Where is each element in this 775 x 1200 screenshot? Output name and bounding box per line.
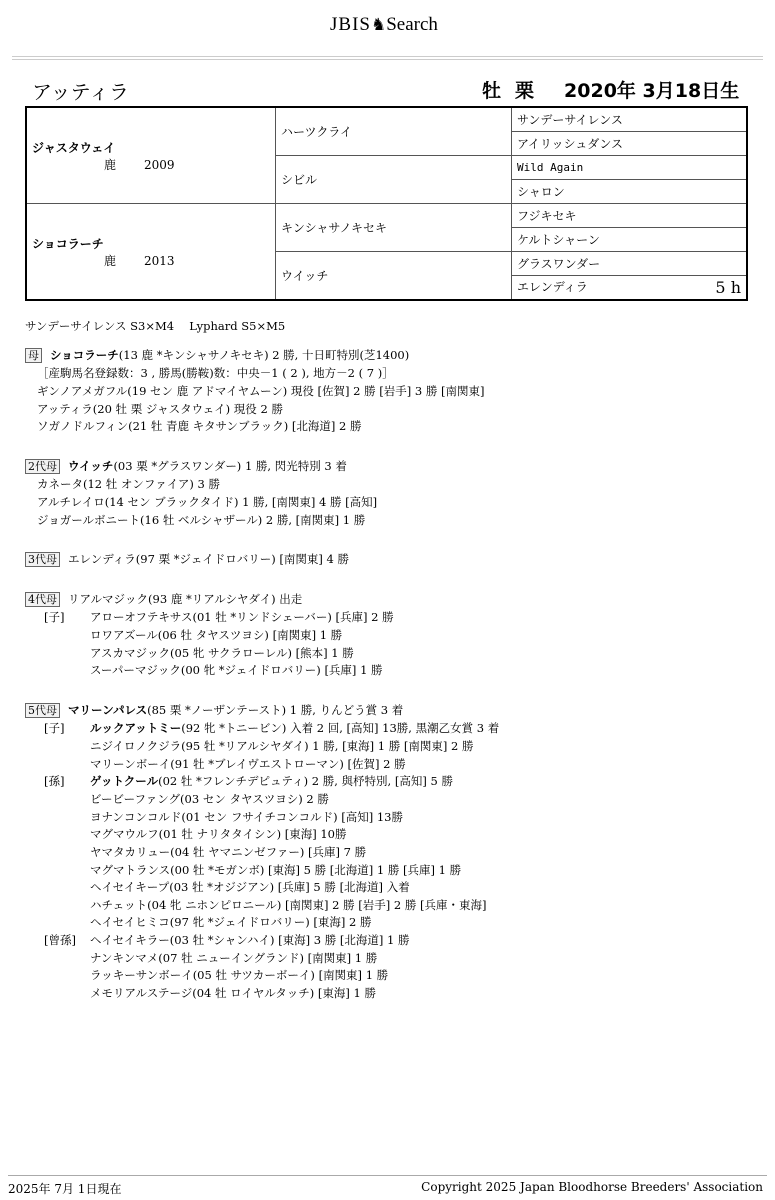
ddam-sire[interactable]: グラスワンダー	[512, 252, 748, 276]
gen5-child-name: ルックアットミー	[90, 721, 182, 735]
gen2-heading-name[interactable]: ウイッチ	[68, 459, 114, 473]
horse-info	[482, 76, 753, 103]
sdam-sire[interactable]: Wild Again	[512, 156, 748, 180]
pedigree-sire	[26, 107, 276, 204]
gen2-offspring[interactable]: ジョガールボニート(16 牡 ベルシャザール) 2 勝, [南関東] 1 勝	[37, 513, 366, 527]
jbis-logo[interactable]	[330, 14, 438, 36]
gen5-grandchild[interactable]	[90, 773, 453, 789]
tag-gen3: 3代母	[25, 552, 60, 567]
gen3-heading-detail[interactable]: エレンディラ(97 栗 *ジェイドロバリー) [南関東] 4 勝	[68, 552, 349, 566]
footer-divider	[8, 1175, 767, 1176]
dam-offspring[interactable]: アッティラ(20 牡 栗 ジャスタウェイ) 現役 2 勝	[37, 402, 283, 416]
dam-produce-note: ［産駒馬名登録数：3 , 勝馬(勝鞍)数：中央－1 ( 2 ), 地方－2 ( 7 )］	[37, 366, 394, 380]
gen4-offspring[interactable]: アスカマジック(05 牝 サクラローレル) [熊本] 1 勝	[90, 646, 354, 660]
gen5-grandchild[interactable]: ヨナンコンコルド(01 セン フサイチコンコルド) [高知] 13勝	[90, 810, 403, 824]
dam-color: 鹿	[104, 253, 117, 268]
tag-gen2: 2代母	[25, 459, 60, 474]
gen3-heading	[25, 551, 349, 567]
dam-heading-name[interactable]: ショコラーチ	[50, 348, 119, 362]
gen2-heading	[25, 458, 347, 474]
ddam-dam[interactable]: エレンディラ	[517, 280, 588, 294]
gen5-child-detail: ニジイロノクジラ(95 牡 *リアルシヤダイ) 1 勝, [東海] 1 勝 [南関東] 2 勝	[90, 739, 474, 753]
gen4-offspring[interactable]: アローオフテキサス(01 牡 *リンドシェーバー) [兵庫] 2 勝	[90, 610, 394, 624]
relation-label-grandchild: [孫]	[44, 774, 65, 788]
gen5-greatgrandchild[interactable]: ナンキンマメ(07 牡 ニューイングランド) [南関東] 1 勝	[90, 951, 378, 965]
dsire-sire[interactable]: フジキセキ	[512, 204, 748, 228]
logo-text-search: Search	[386, 14, 438, 35]
horse-sex: 牡	[482, 80, 502, 102]
gen5-grandchild-detail: (02 牡 *フレンチデピュティ) 2 勝, 與杼特別, [高知] 5 勝	[158, 774, 453, 788]
gen4-offspring[interactable]: ロワアズール(06 牡 タヤスツヨシ) [南関東] 1 勝	[90, 628, 343, 642]
dam-heading	[25, 347, 409, 363]
tag-gen5: 5代母	[25, 703, 60, 718]
gen4-heading-detail[interactable]: リアルマジック(93 鹿 *リアルシヤダイ) 出走	[68, 592, 303, 606]
gen2-offspring[interactable]: カネータ(12 牡 オンファイア) 3 勝	[37, 477, 220, 491]
gen5-heading	[25, 702, 403, 718]
sdam-dam[interactable]: シャロン	[512, 180, 748, 204]
footer-copyright: Copyright 2025 Japan Bloodhorse Breeders' Association	[421, 1180, 763, 1194]
gen4-heading	[25, 591, 302, 607]
gen5-grandchild[interactable]: ビービーファング(03 セン タヤスツヨシ) 2 勝	[90, 792, 329, 806]
gen5-grandchild[interactable]: マグマトランス(00 牡 *モガンボ) [東海] 5 勝 [北海道] 1 勝 [兵庫] 1 勝	[90, 863, 462, 877]
dam-heading-detail: (13 鹿 *キンシャサノキセキ) 2 勝, 十日町特別(芝1400)	[118, 348, 410, 362]
dam-offspring[interactable]: ソガノドルフィン(21 牡 青鹿 キタサンブラック) [北海道] 2 勝	[37, 419, 362, 433]
pedigree-dam	[26, 204, 276, 301]
relation-label-child: [子]	[44, 610, 65, 624]
gen5-child-detail: マリーンボーイ(91 牡 *ブレイヴエストローマン) [佐賀] 2 勝	[90, 757, 406, 771]
gen5-child[interactable]	[90, 756, 406, 772]
sire-dam[interactable]: シビル	[276, 156, 512, 204]
sire-color: 鹿	[104, 157, 117, 172]
gen5-heading-name[interactable]: マリーンパレス	[68, 703, 148, 717]
gen5-grandchild-name: ゲットクール	[90, 774, 159, 788]
gen4-offspring[interactable]: スーパーマジック(00 牝 *ジェイドロバリー) [兵庫] 1 勝	[90, 663, 383, 677]
horse-birth: 2020年 3月18日生	[564, 80, 740, 102]
inbreeding-note: サンデーサイレンス S3×M4 Lyphard S5×M5	[25, 319, 286, 333]
gen5-grandchild[interactable]: マグマウルフ(01 牡 ナリタタイシン) [東海] 10勝	[90, 827, 347, 841]
horse-color: 栗	[515, 80, 535, 102]
gen5-grandchild[interactable]: ヤマタカリュー(04 牡 ヤマニンゼファー) [兵庫] 7 勝	[90, 845, 367, 859]
footer-date: 2025年 7月 1日現在	[8, 1182, 122, 1196]
tag-gen4: 4代母	[25, 592, 60, 607]
gen2-heading-detail: (03 栗 *グラスワンダー) 1 勝, 閃光特別 3 着	[113, 459, 347, 473]
gen5-child[interactable]	[90, 720, 499, 736]
ssire-dam[interactable]: アイリッシュダンス	[512, 132, 748, 156]
gen5-grandchild[interactable]: ヘイセイキープ(03 牡 *オジジアン) [兵庫] 5 勝 [北海道] 入着	[90, 880, 410, 894]
tag-dam: 母	[25, 348, 42, 363]
dsire-dam[interactable]: ケルトシャーン	[512, 228, 748, 252]
sire-year: 2009	[144, 157, 175, 172]
dam-sire[interactable]: キンシャサノキセキ	[276, 204, 512, 252]
gen5-child-detail: (92 牝 *トニービン) 入着 2 回, [高知] 13勝, 黒潮乙女賞 3 着	[181, 721, 500, 735]
inbreed-code: 5 h	[715, 278, 741, 297]
dam-offspring[interactable]: ギンノアメガフル(19 セン 鹿 アドマイヤムーン) 現役 [佐賀] 2 勝 [岩手] 3 勝 [南関東]	[37, 384, 485, 398]
dam-year: 2013	[144, 253, 175, 268]
sire-sire[interactable]: ハーツクライ	[276, 107, 512, 156]
logo-text: JBIS	[330, 14, 371, 35]
gen5-grandchild[interactable]: ヘイセイヒミコ(97 牝 *ジェイドロバリー) [東海] 2 勝	[90, 915, 372, 929]
gen2-offspring[interactable]: アルチレイロ(14 セン ブラックタイド) 1 勝, [南関東] 4 勝 [高知]	[37, 495, 378, 509]
gen5-child[interactable]	[90, 738, 473, 754]
dam-dam[interactable]: ウイッチ	[276, 252, 512, 301]
gen5-greatgrandchild[interactable]: メモリアルステージ(04 牡 ロイヤルタッチ) [東海] 1 勝	[90, 986, 376, 1000]
logo-icon: ♞	[370, 15, 387, 34]
dam-name[interactable]: ショコラーチ	[32, 236, 104, 251]
gen5-heading-detail: (85 栗 *ノーザンテースト) 1 勝, りんどう賞 3 着	[147, 703, 404, 717]
gen5-greatgrandchild[interactable]: ヘイセイキラー(03 牡 *シャンハイ) [東海] 3 勝 [北海道] 1 勝	[90, 933, 410, 947]
gen5-grandchild[interactable]: ハチェット(04 牝 ニホンピロニール) [南関東] 2 勝 [岩手] 2 勝 [兵庫・東海]	[90, 898, 487, 912]
ddam-dam-cell	[512, 276, 748, 301]
relation-label-child: [子]	[44, 721, 65, 735]
sire-name[interactable]: ジャスタウェイ	[32, 140, 116, 155]
header-divider	[12, 56, 763, 60]
relation-label-greatgrandchild: [曾孫]	[44, 933, 76, 947]
gen5-greatgrandchild[interactable]: ラッキーサンボーイ(05 牡 サツカーボーイ) [南関東] 1 勝	[90, 968, 389, 982]
pedigree-table	[25, 106, 748, 301]
ssire-sire[interactable]: サンデーサイレンス	[512, 107, 748, 132]
horse-name: アッティラ	[32, 80, 129, 104]
